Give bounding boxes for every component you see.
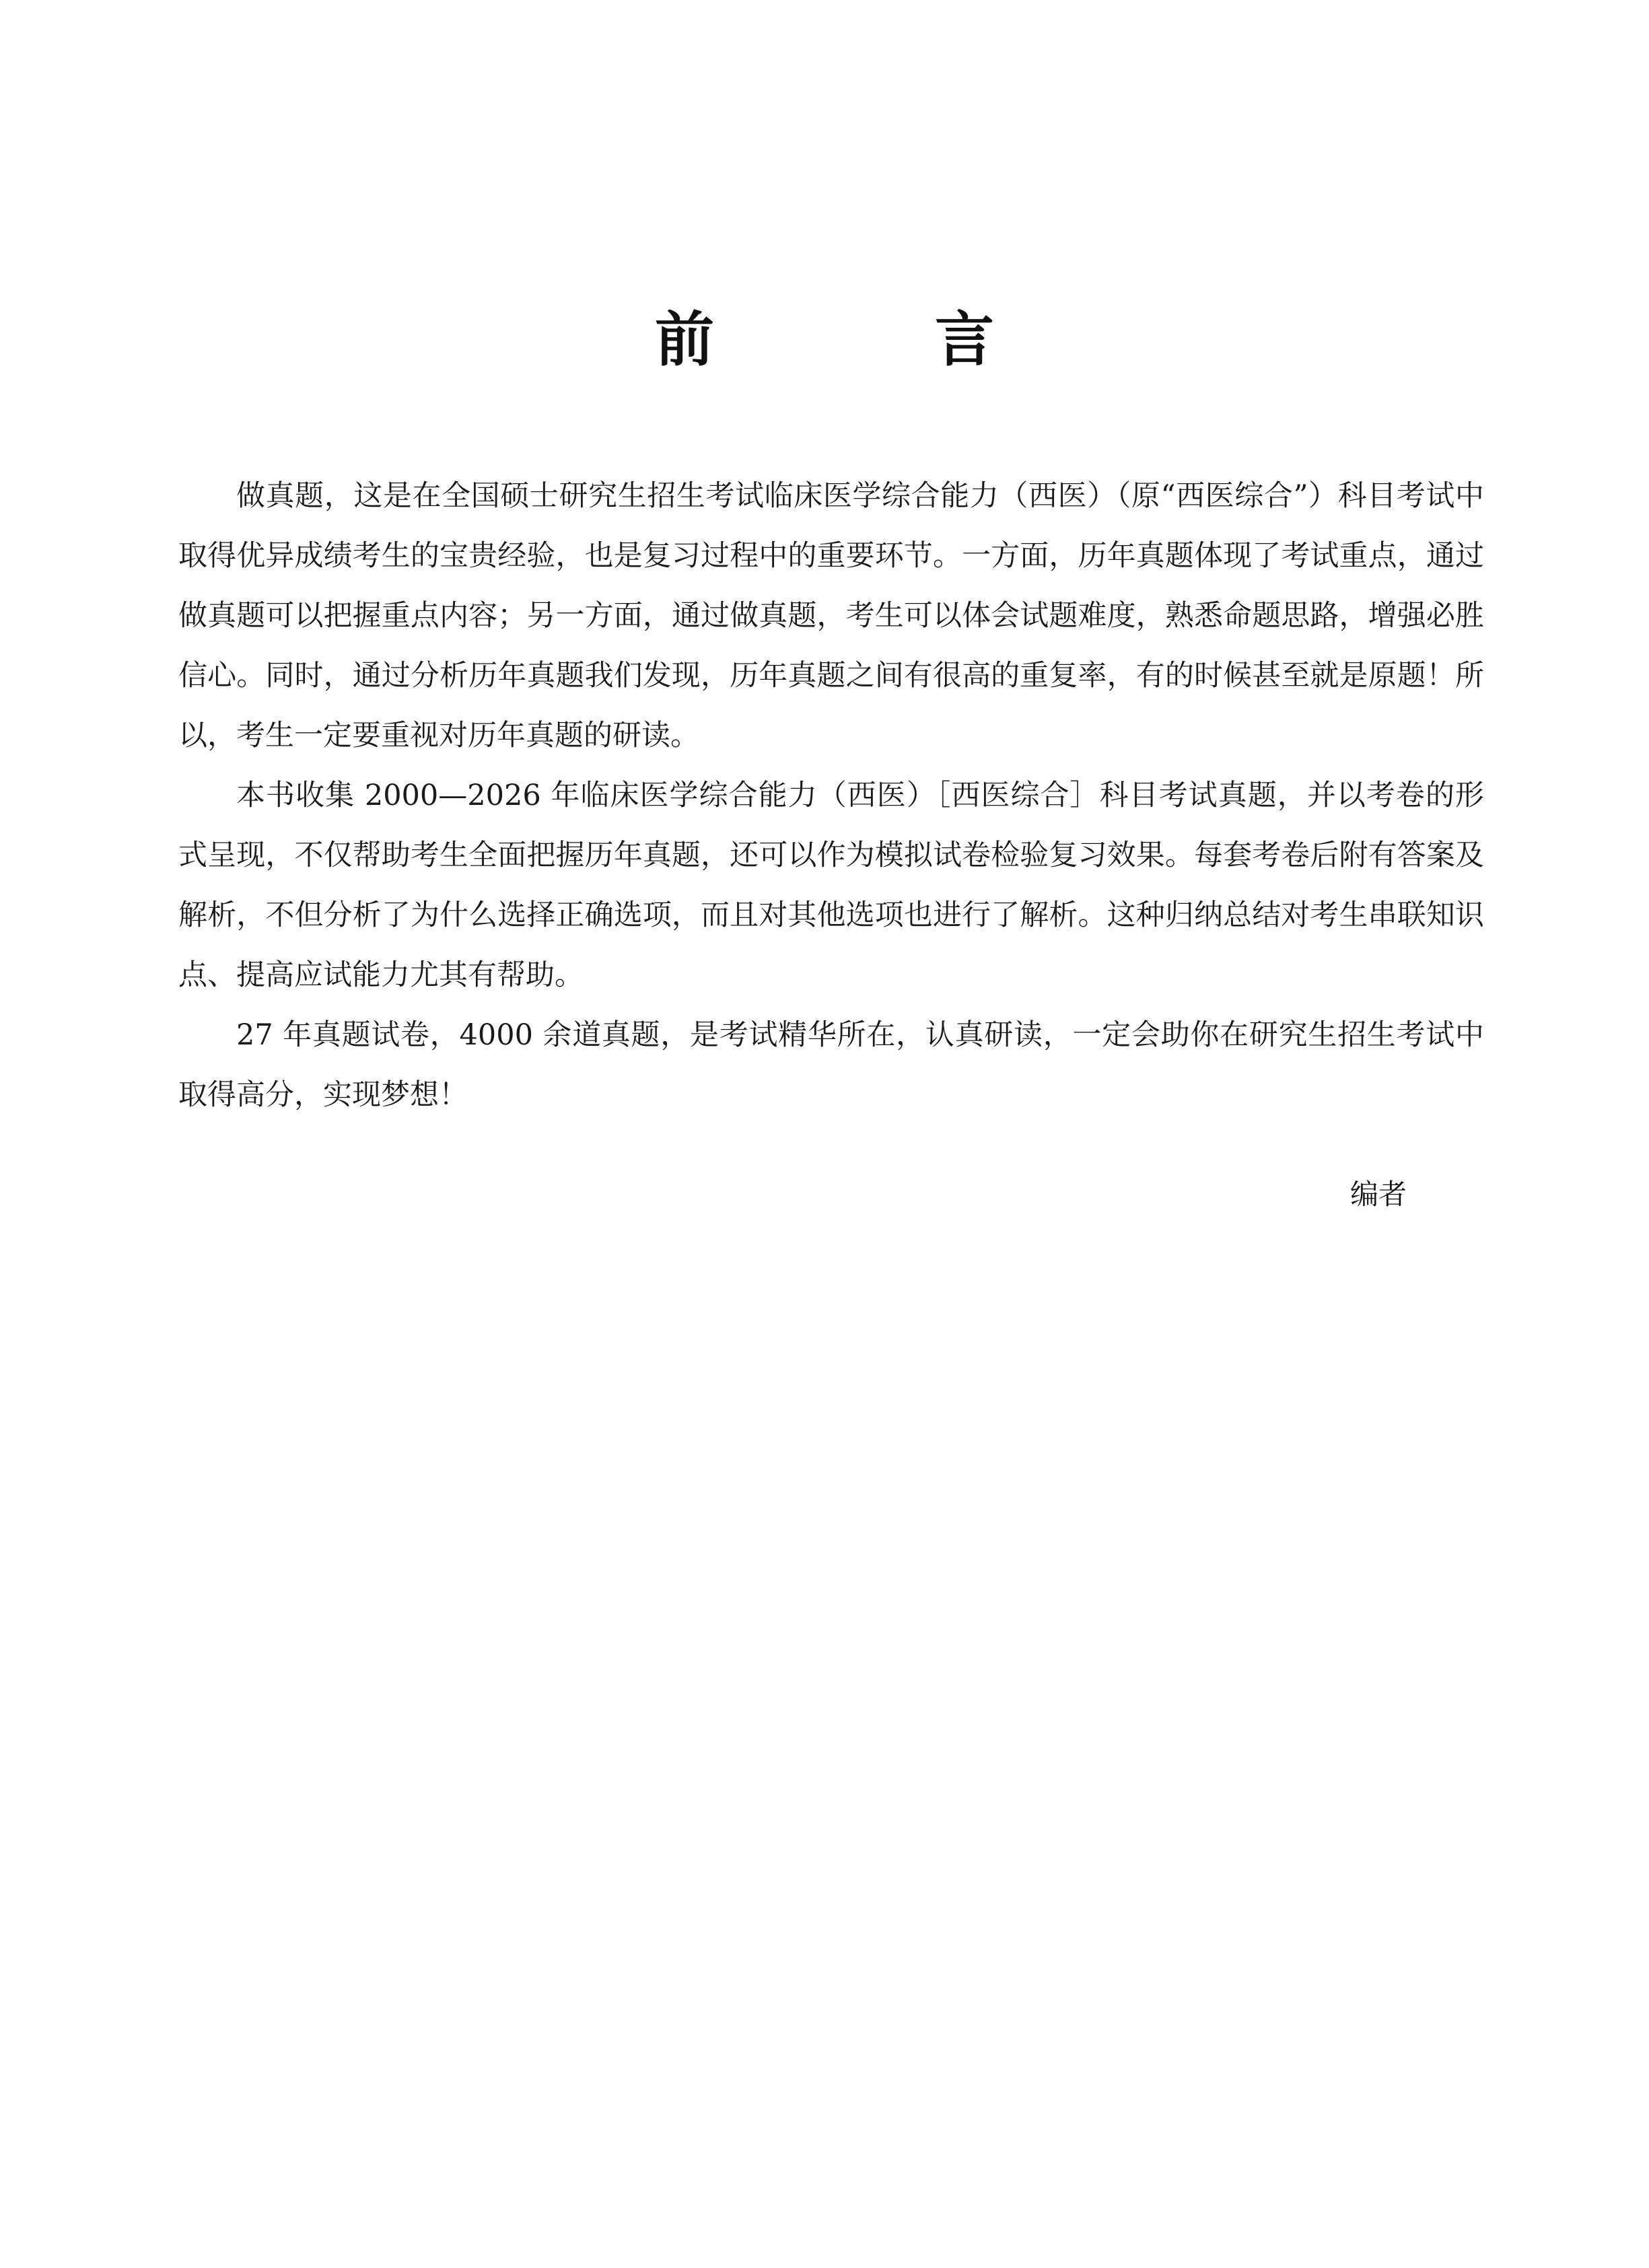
preface-body: [178, 466, 1484, 1125]
paragraph-1: 做真题，这是在全国硕士研究生招生考试临床医学综合能力（西医）（原“西医综合”）科目考试中取得优异成绩考生的宝贵经验，也是复习过程中的重要环节。一方面，历年真题体现了考试重点，通过做真题可以把握重点内容；另一方面，通过做真题，考生可以体会试题难度，熟悉命题思路，增强必胜信心。同时，通过分析历年真题我们发现，历年真题之间有很高的重复率，有的时候甚至就是原题！所以，考生一定要重视对历年真题的研读。: [178, 479, 1484, 752]
paragraph-2: 本书收集 2000—2026 年临床医学综合能力（西医）［西医综合］科目考试真题，并以考卷的形式呈现，不仅帮助考生全面把握历年真题，还可以作为模拟试卷检验复习效果。每套考卷后附有答案及解析，不但分析了为什么选择正确选项，而且对其他选项也进行了解析。这种归纳总结对考生串联知识点、提高应试能力尤其有帮助。: [178, 779, 1484, 992]
page-title: 前 言: [654, 305, 1075, 374]
paragraph-3: 27 年真题试卷，4000 余道真题，是考试精华所在，认真研读，一定会助你在研究生招生考试中取得高分，实现梦想！: [178, 1018, 1484, 1112]
author-signature: 编者: [1349, 1178, 1407, 1211]
